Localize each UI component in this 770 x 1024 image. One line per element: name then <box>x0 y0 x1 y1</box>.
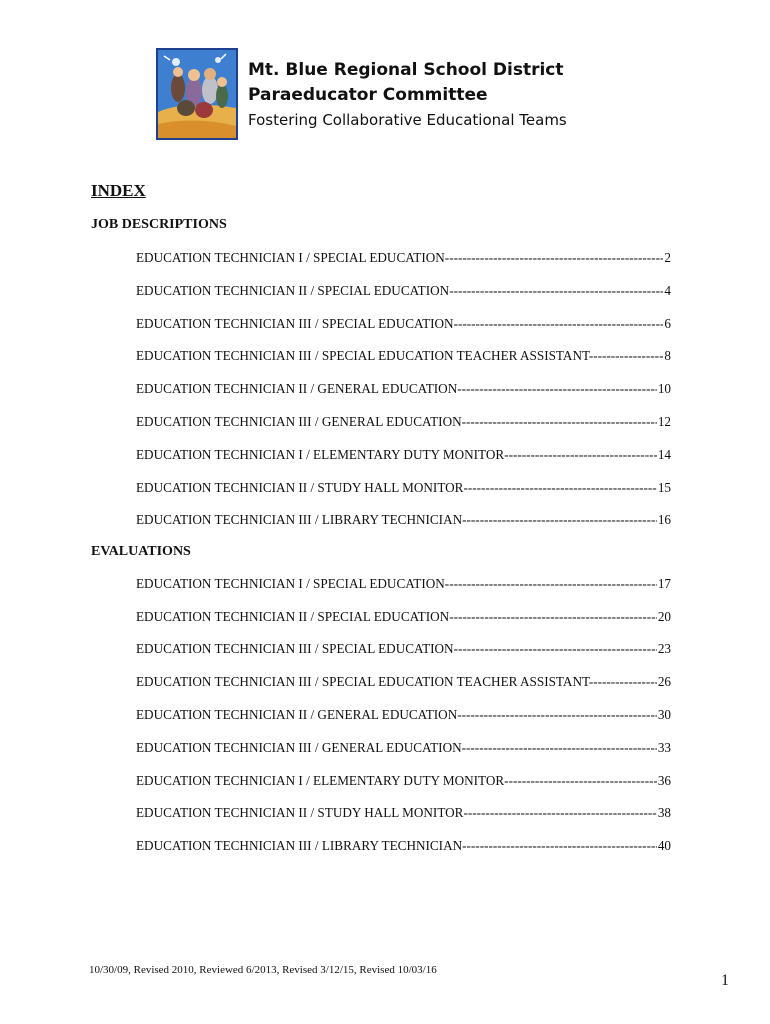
tagline: Fostering Collaborative Educational Teams <box>248 111 567 129</box>
toc-item-page: 20 <box>657 609 671 624</box>
toc-leader <box>504 773 671 788</box>
district-name: Mt. Blue Regional School District <box>248 60 564 80</box>
toc-item-page: 23 <box>657 641 671 656</box>
toc-item-page: 14 <box>657 447 671 462</box>
toc-item-page: 16 <box>657 512 671 527</box>
toc-item-page: 26 <box>657 674 671 689</box>
index-title: INDEX <box>91 181 146 200</box>
toc-item-page: 17 <box>657 576 671 591</box>
toc-item <box>136 380 671 398</box>
toc-leader <box>504 447 671 462</box>
toc-item <box>136 282 671 300</box>
toc-leader <box>449 609 671 624</box>
toc-item-page: 8 <box>664 348 671 363</box>
document-header <box>248 58 567 132</box>
toc-item-page: 33 <box>657 740 671 755</box>
toc-item-label: EDUCATION TECHNICIAN III / SPECIAL EDUCATION TEACHER ASSISTANT <box>136 674 589 689</box>
committee-name: Paraeducator Committee <box>248 85 488 105</box>
toc-item-page: 40 <box>657 838 671 853</box>
toc-leader <box>457 707 671 722</box>
revision-footer: 10/30/09, Revised 2010, Reviewed 6/2013, Revised 3/12/15, Revised 10/03/16 <box>89 964 437 976</box>
toc-item <box>136 772 671 790</box>
toc-item <box>136 315 671 333</box>
toc-item-label: EDUCATION TECHNICIAN III / GENERAL EDUCATION <box>136 414 462 429</box>
toc-item <box>136 804 671 822</box>
toc-item-page: 38 <box>657 805 671 820</box>
toc-item <box>136 837 671 855</box>
toc-item <box>136 575 671 593</box>
toc-item <box>136 706 671 724</box>
toc-item <box>136 511 671 529</box>
toc-item-label: EDUCATION TECHNICIAN III / GENERAL EDUCATION <box>136 740 462 755</box>
toc-item <box>136 739 671 757</box>
section-title: EVALUATIONS <box>91 544 191 559</box>
toc-leader <box>445 576 671 591</box>
toc-item <box>136 446 671 464</box>
toc-leader <box>457 381 671 396</box>
toc-item <box>136 413 671 431</box>
toc-item-page: 30 <box>657 707 671 722</box>
toc-leader <box>462 414 671 429</box>
toc-item-page: 12 <box>657 414 671 429</box>
toc-item-page: 15 <box>657 480 671 495</box>
toc-item-page: 6 <box>664 316 671 331</box>
toc-item <box>136 608 671 626</box>
toc-item-label: EDUCATION TECHNICIAN II / SPECIAL EDUCATION <box>136 609 450 624</box>
toc-item-label: EDUCATION TECHNICIAN III / SPECIAL EDUCATION <box>136 641 454 656</box>
toc-item-label: EDUCATION TECHNICIAN III / SPECIAL EDUCATION <box>136 316 454 331</box>
toc-item-label: EDUCATION TECHNICIAN II / GENERAL EDUCATION <box>136 381 458 396</box>
toc-item-page: 4 <box>664 283 671 298</box>
toc-item-label: EDUCATION TECHNICIAN II / STUDY HALL MONITOR <box>136 480 464 495</box>
section-title: JOB DESCRIPTIONS <box>91 217 227 232</box>
toc-leader <box>449 283 671 298</box>
toc-item-page: 10 <box>657 381 671 396</box>
toc-item <box>136 347 671 365</box>
toc-item <box>136 640 671 658</box>
toc-item-page: 36 <box>657 773 671 788</box>
toc-item-label: EDUCATION TECHNICIAN III / LIBRARY TECHNICIAN <box>136 838 463 853</box>
page-number: 1 <box>721 972 729 989</box>
toc-leader <box>462 838 671 853</box>
section-job-descriptions <box>91 216 691 527</box>
toc-item-label: EDUCATION TECHNICIAN I / SPECIAL EDUCATION <box>136 576 445 591</box>
toc-leader <box>589 348 671 363</box>
toc-item-label: EDUCATION TECHNICIAN I / ELEMENTARY DUTY MONITOR <box>136 773 505 788</box>
toc-leader <box>462 512 671 527</box>
toc-item-label: EDUCATION TECHNICIAN III / LIBRARY TECHNICIAN <box>136 512 463 527</box>
toc-leader <box>445 250 671 265</box>
toc-item-label: EDUCATION TECHNICIAN I / SPECIAL EDUCATION <box>136 250 445 265</box>
toc-item-label: EDUCATION TECHNICIAN II / STUDY HALL MONITOR <box>136 805 464 820</box>
toc-leader <box>454 316 671 331</box>
toc-item-label: EDUCATION TECHNICIAN II / GENERAL EDUCATION <box>136 707 458 722</box>
toc-leader <box>454 641 671 656</box>
toc-item <box>136 673 671 691</box>
toc-item <box>136 479 671 497</box>
toc-leader <box>463 480 671 495</box>
district-logo-icon <box>156 48 238 140</box>
toc-leader <box>462 740 671 755</box>
toc-item-page: 2 <box>664 250 671 265</box>
toc-item-label: EDUCATION TECHNICIAN I / ELEMENTARY DUTY MONITOR <box>136 447 505 462</box>
toc-leader <box>463 805 671 820</box>
toc-item-label: EDUCATION TECHNICIAN III / SPECIAL EDUCATION TEACHER ASSISTANT <box>136 348 589 363</box>
section-evaluations <box>91 543 691 853</box>
toc-item <box>136 249 671 267</box>
toc-item-label: EDUCATION TECHNICIAN II / SPECIAL EDUCATION <box>136 283 450 298</box>
